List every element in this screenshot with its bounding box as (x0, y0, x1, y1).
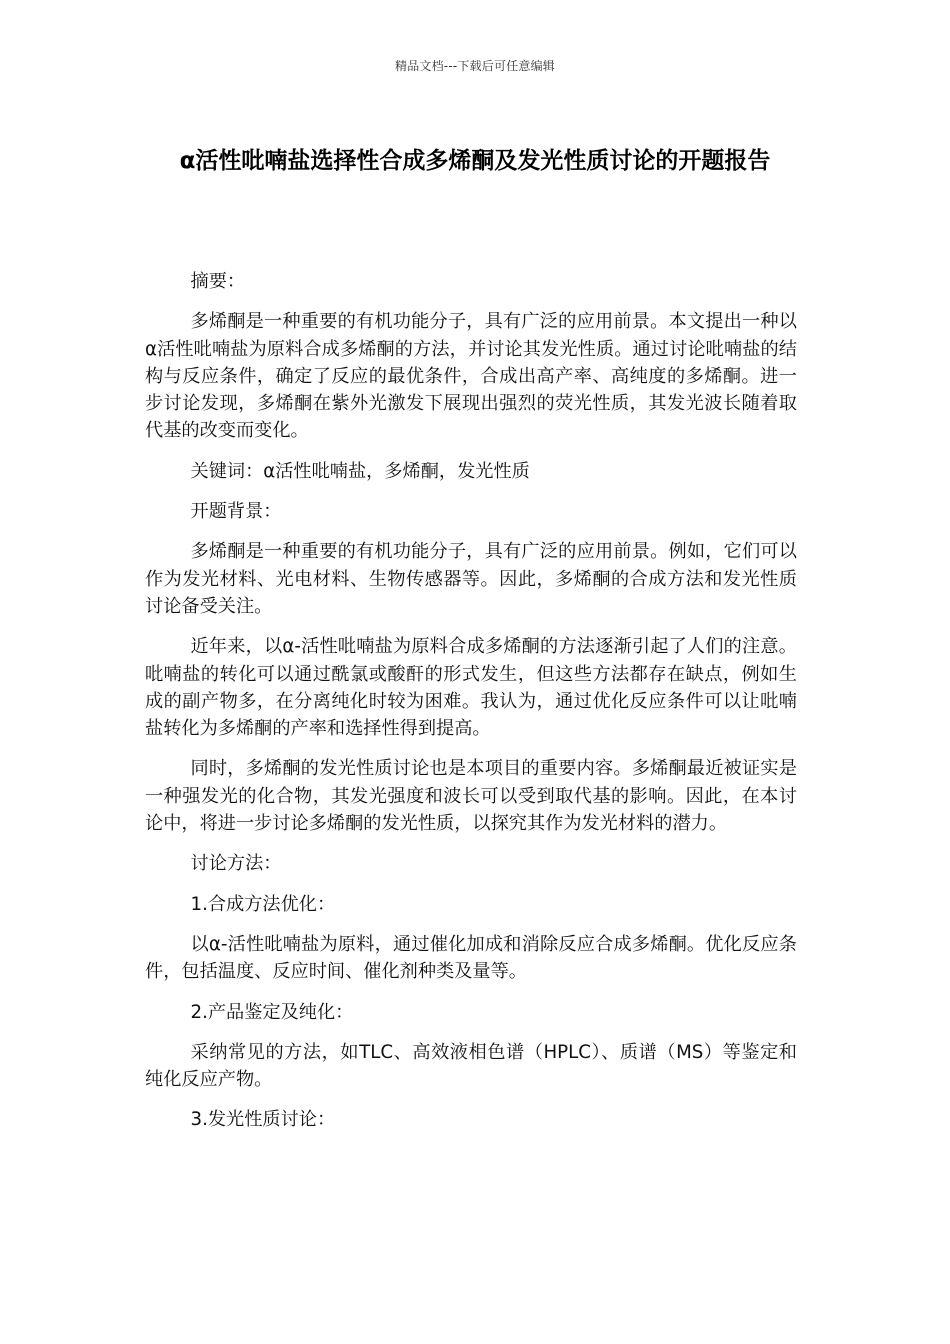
method-2-heading: 2.产品鉴定及纯化： (190, 1001, 354, 1023)
method-1-heading: 1.合成方法优化： (190, 893, 336, 915)
method-2-paragraph: 采纳常见的方法，如TLC、高效液相色谱（HPLC）、质谱（MS）等鉴定和纯化反应产物。 (145, 1041, 797, 1091)
method-1-paragraph: 以α-活性吡喃盐为原料，通过催化加成和消除反应合成多烯酮。优化反应条件，包括温度、反应时间、催化剂种类及量等。 (145, 933, 797, 983)
document-body (145, 268, 797, 1147)
abstract-paragraph: 多烯酮是一种重要的有机功能分子，具有广泛的应用前景。本文提出一种以α活性吡喃盐为原料合成多烯酮的方法，并讨论其发光性质。通过讨论吡喃盐的结构与反应条件，确定了反应的最优条件，合成出高产率、高纯度的多烯酮。进一步讨论发现，多烯酮在紫外光激发下展现出强烈的荧光性质，其发光波长随着取代基的改变而变化。 (145, 311, 797, 442)
background-heading: 开题背景： (190, 501, 282, 523)
document-title: α活性吡喃盐选择性合成多烯酮及发光性质讨论的开题报告 (179, 148, 771, 174)
page-header: 精品文档---下载后可任意编辑 (395, 59, 555, 73)
background-paragraph-3: 同时，多烯酮的发光性质讨论也是本项目的重要内容。多烯酮最近被证实是一种强发光的化合物，其发光强度和波长可以受到取代基的影响。因此，在本讨论中，将进一步讨论多烯酮的发光性质，以探究其作为发光材料的潜力。 (145, 758, 797, 835)
keywords-paragraph: 关键词：α活性吡喃盐，多烯酮，发光性质 (190, 460, 530, 482)
background-paragraph-1: 多烯酮是一种重要的有机功能分子，具有广泛的应用前景。例如，它们可以作为发光材料、光电材料、生物传感器等。因此，多烯酮的合成方法和发光性质讨论备受关注。 (145, 541, 797, 617)
background-paragraph-2: 近年来，以α-活性吡喃盐为原料合成多烯酮的方法逐渐引起了人们的注意。吡喃盐的转化可以通过酰氯或酸酐的形式发生，但这些方法都存在缺点，例如生成的副产物多，在分离纯化时较为困难。我认为，通过优化反应条件可以让吡喃盐转化为多烯酮的产率和选择性得到提高。 (145, 636, 797, 740)
method-3-heading: 3.发光性质讨论： (190, 1109, 336, 1131)
abstract-heading: 摘要： (190, 271, 246, 292)
methods-heading: 讨论方法： (190, 853, 282, 875)
